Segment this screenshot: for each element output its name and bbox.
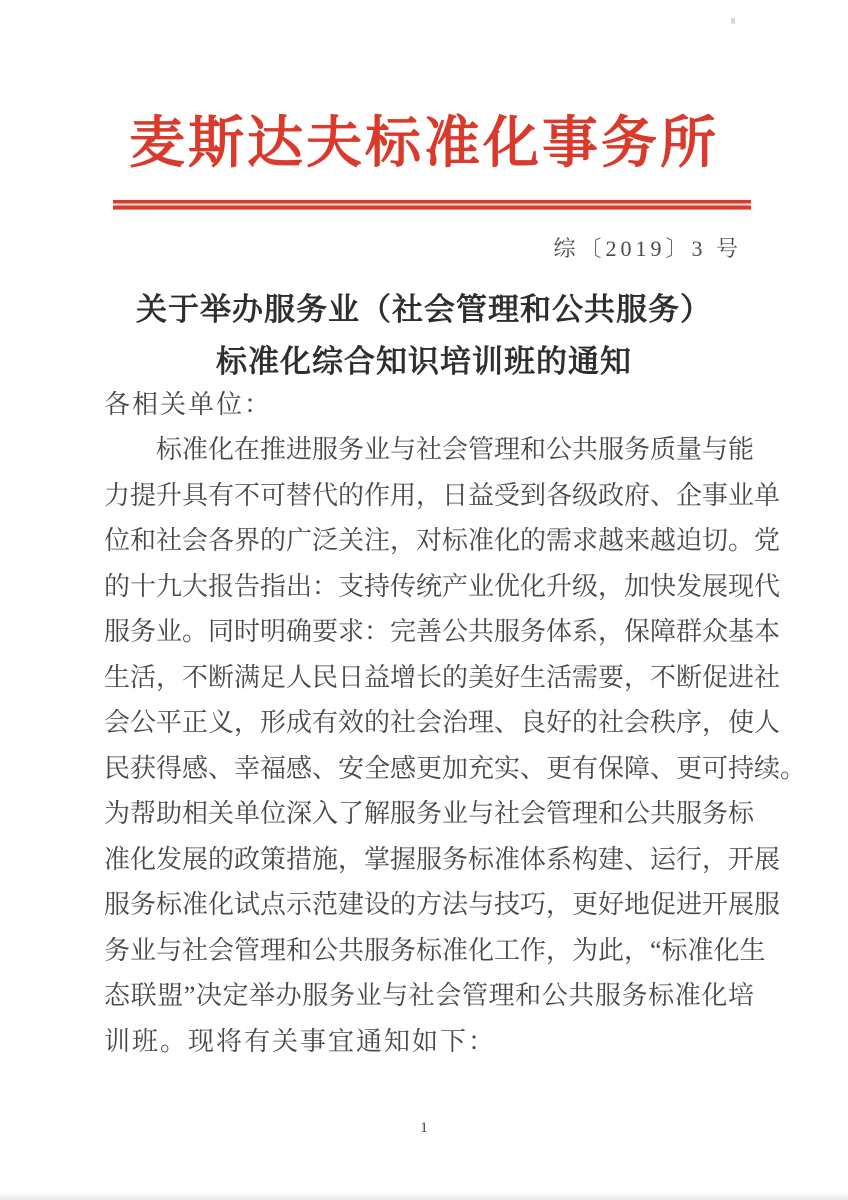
body-paragraph — [104, 427, 807, 1064]
body-line: 务业与社会管理和公共服务标准化工作，为此，“标准化生 — [104, 935, 766, 965]
page-number: 1 — [420, 1120, 428, 1136]
body-line: 标准化在推进服务业与社会管理和公共服务质量与能 — [156, 435, 755, 464]
notice-title — [0, 284, 848, 388]
body-line: 民获得感、幸福感、安全感更加充实、更有保障、更可持续。 — [104, 753, 807, 783]
body-line: 会公平正义，形成有效的社会治理、良好的社会秩序，使人 — [104, 708, 781, 737]
body-line: 服务标准化试点示范建设的方法与技巧，更好地促进开展服 — [104, 890, 781, 919]
body-line: 准化发展的政策措施，掌握服务标准体系构建、运行，开展 — [104, 844, 781, 874]
body-line: 为帮助相关单位深入了解服务业与社会管理和公共服务标 — [104, 799, 755, 828]
notice-title-line-2: 标准化综合知识培训班的通知 — [216, 344, 632, 379]
body-line: 生活，不断满足人民日益增长的美好生活需要，不断促进社 — [104, 662, 781, 692]
body-line: 位和社会各界的广泛关注，对标准化的需求越来越迫切。党 — [104, 526, 781, 555]
body-line: 训班。现将有关事宜通知如下： — [104, 1026, 497, 1056]
scan-artifact-dot — [731, 18, 735, 24]
letterhead-divider-line — [113, 200, 751, 210]
body-line: 服务业。同时明确要求：完善公共服务体系，保障群众基本 — [104, 617, 781, 646]
letterhead-org-name: 麦斯达夫标准化事务所 — [129, 113, 719, 175]
body-line: 的十九大报告指出：支持传统产业优化升级，加快发展现代 — [104, 571, 781, 601]
document-number: 综〔2019〕3 号 — [553, 236, 742, 261]
body-line: 态联盟”决定举办服务业与社会管理和公共服务标准化培 — [104, 981, 754, 1010]
scan-edge-shadow — [0, 1192, 848, 1200]
salutation: 各相关单位： — [104, 390, 273, 419]
body-line: 力提升具有不可替代的作用，日益受到各级政府、企事业单 — [104, 480, 781, 510]
notice-title-line-1: 关于举办服务业（社会管理和公共服务） — [136, 292, 712, 327]
